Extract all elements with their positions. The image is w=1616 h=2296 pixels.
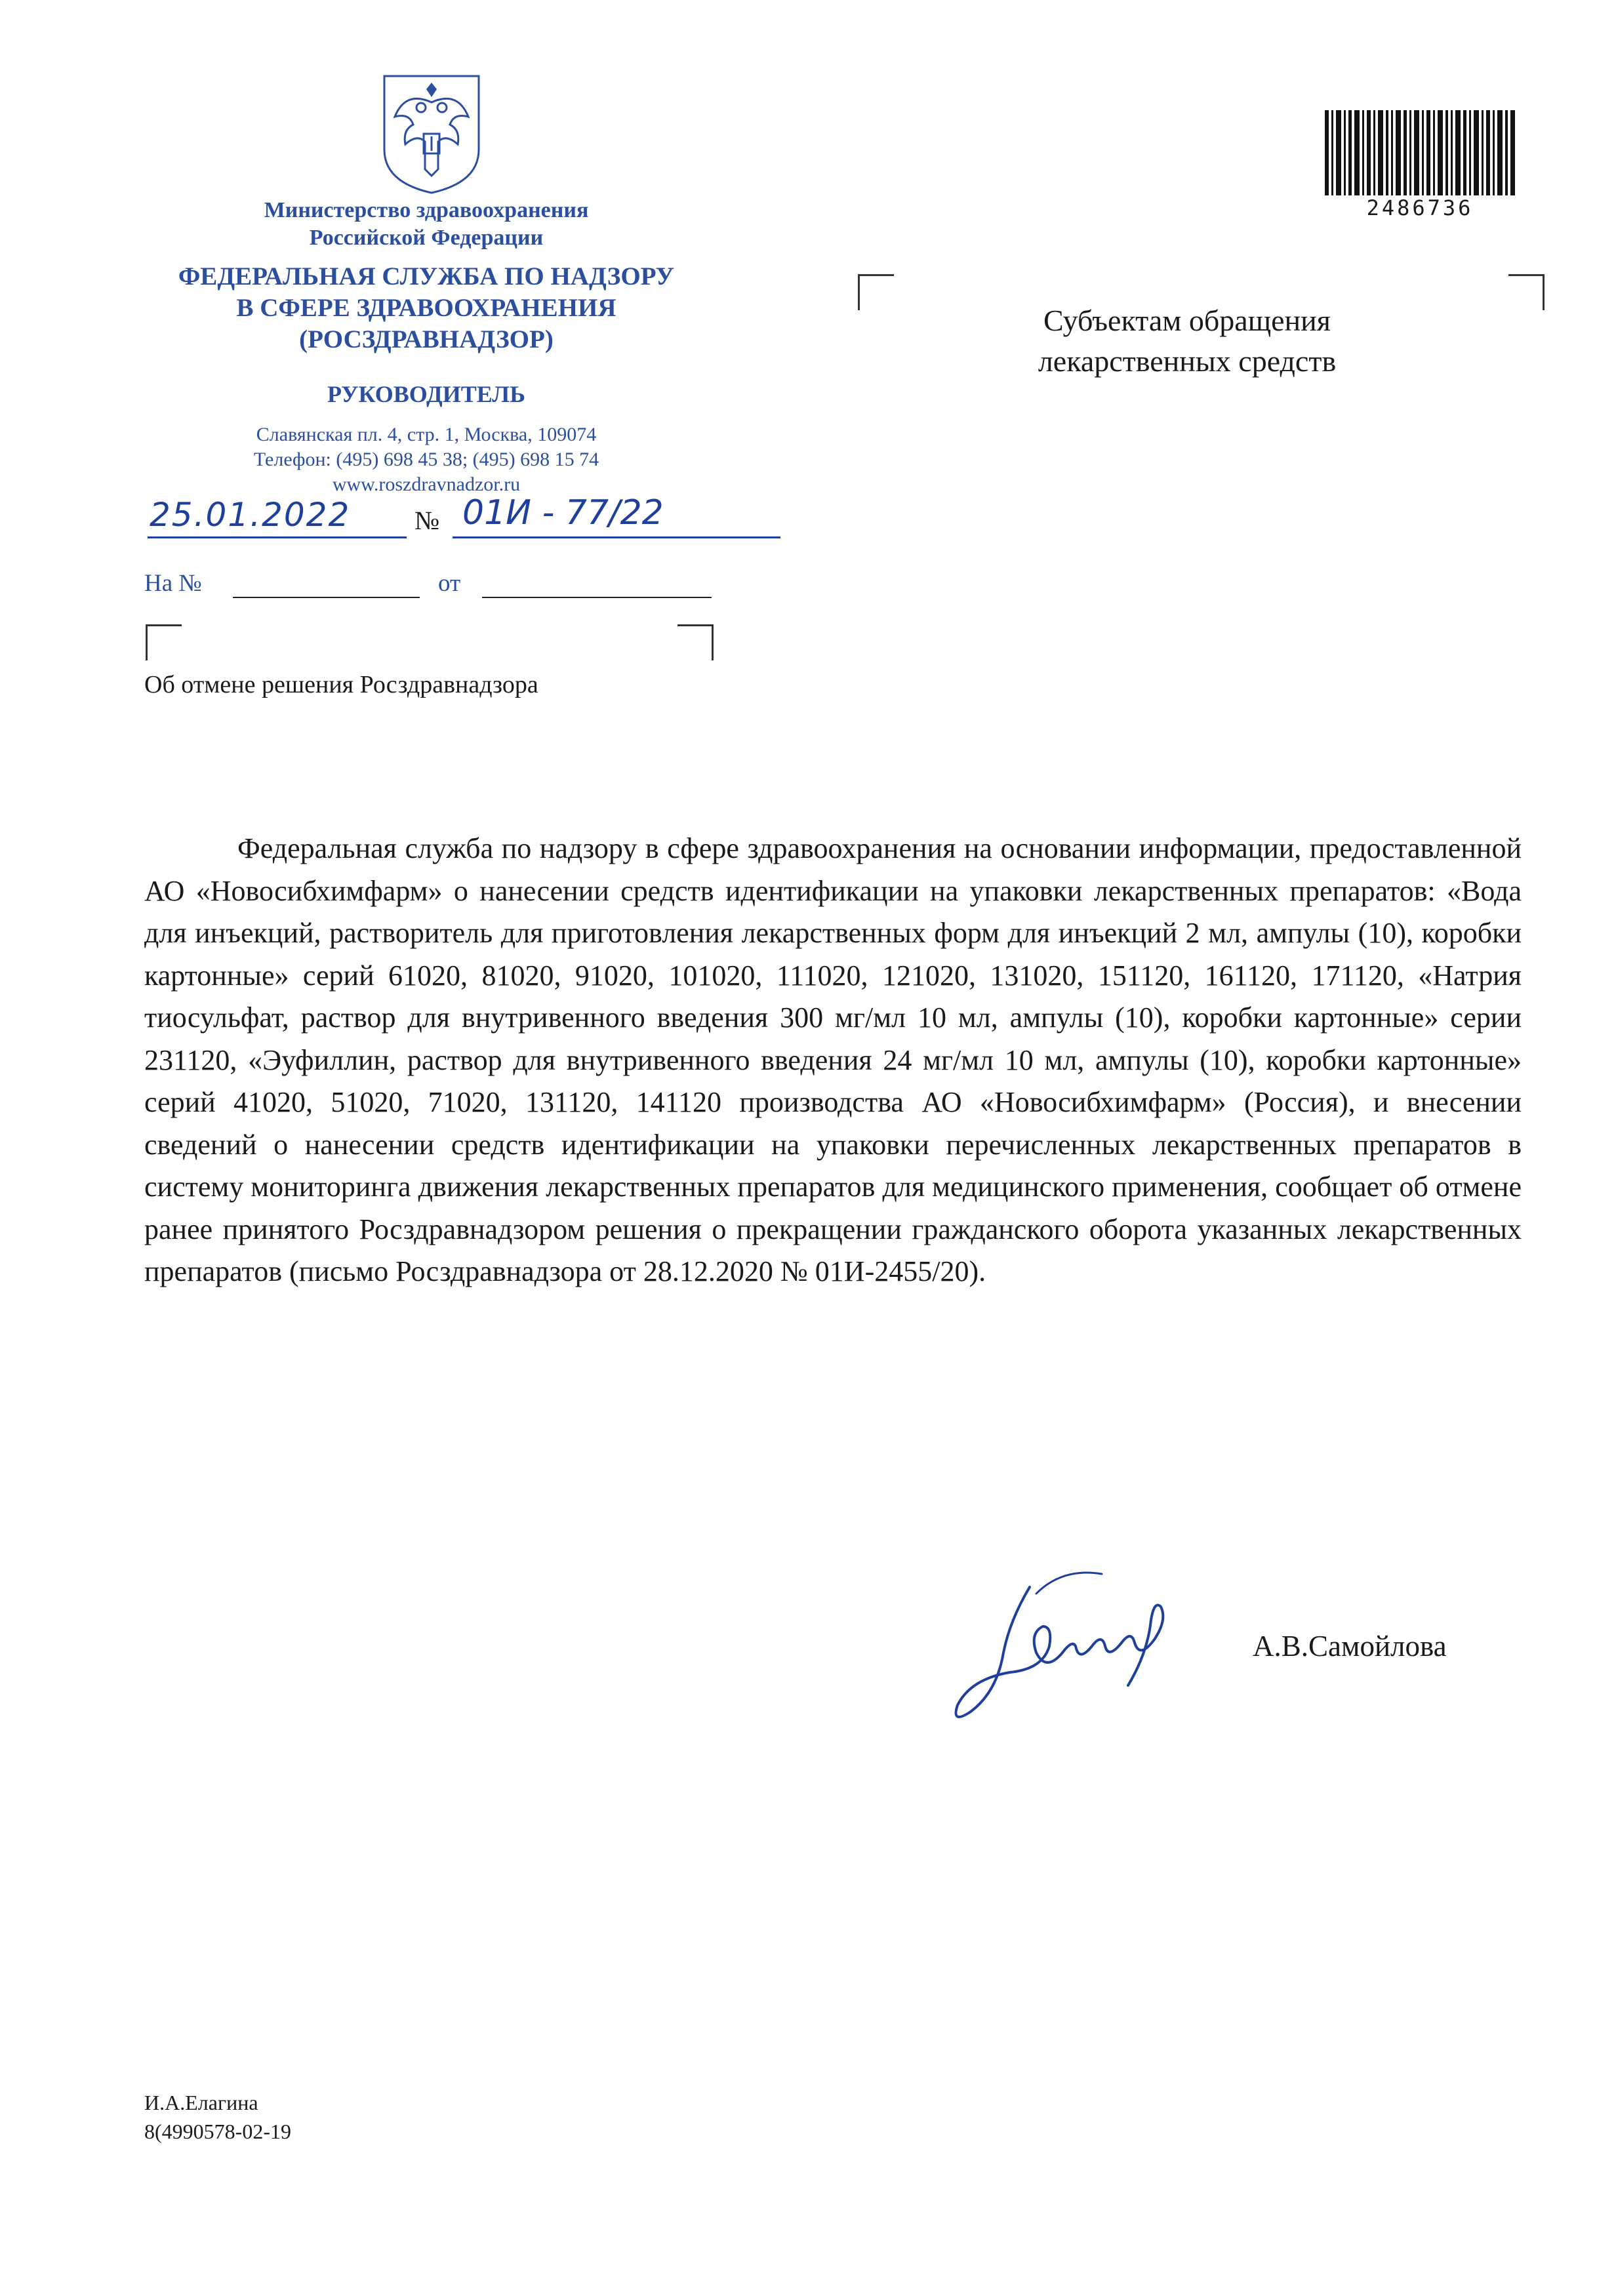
subject-line: Об отмене решения Росздравнадзора xyxy=(144,671,538,698)
addressee-corner-right xyxy=(1508,274,1545,310)
reference-date-field xyxy=(482,597,712,598)
reference-number-label: На № xyxy=(144,570,202,597)
handwritten-signature xyxy=(931,1548,1246,1738)
addressee-line-1: Субъектам обращения xyxy=(1043,304,1331,337)
service-line-2: В СФЕРЕ ЗДРАВООХРАНЕНИЯ xyxy=(236,294,616,322)
addressee-corner-left xyxy=(858,274,894,310)
number-sign: № xyxy=(414,506,440,535)
signer-name: А.В.Самойлова xyxy=(1253,1630,1447,1662)
service-name xyxy=(164,261,689,355)
service-line-1: ФЕДЕРАЛЬНАЯ СЛУЖБА ПО НАДЗОРУ xyxy=(178,262,675,291)
letter-body: Федеральная служба по надзору в сфере здравоохранения на основании информации, предоставленной АО «Новосибхимфарм» о нанесении средств идентификации на упаковки лекарственных препаратов: «Вода для инъекций, растворитель для приготовления лекарственных форм для инъекций 2 мл, ампулы (10), коробки картонные» серий 61020, 81020, 91020, 101020, 111020, 121020, 131020, 151120, 161120, 171120, «Натрия тиосульфат, раствор для внутривенного введения 300 мг/мл 10 мл, ампулы (10), коробки картонные» серии 231120, «Эуфиллин, раствор для внутривенного введения 24 мг/мл 10 мл, ампулы (10), коробки картонные» серий 41020, 51020, 71020, 131120, 141120 производства АО «Новосибхимфарм» (Россия), и внесении сведений о нанесении средств идентификации на упаковки перечисленных лекарственных препаратов в систему мониторинга движения лекарственных препаратов для медицинского применения, сообщает об отмене ранее принятого Росздравнадзором решения о прекращении гражданского оборота указанных лекарственных препаратов (письмо Росздравнадзора от 28.12.2020 № 01И-2455/20). xyxy=(144,832,1522,1287)
executor-phone: 8(4990578-02-19 xyxy=(144,2120,291,2143)
ministry-name xyxy=(164,197,689,252)
addressee xyxy=(958,300,1417,382)
reference-number-field xyxy=(233,597,420,598)
barcode xyxy=(1325,110,1515,195)
barcode-number: 2486736 xyxy=(1366,195,1474,220)
website-line: www.roszdravnadzor.ru xyxy=(332,473,521,495)
address-line: Славянская пл. 4, стр. 1, Москва, 109074 xyxy=(256,424,597,445)
subject-corner-left xyxy=(146,624,182,660)
registration-number: 01И - 77/22 xyxy=(462,493,664,533)
registration-date: 25.01.2022 xyxy=(150,496,351,534)
contact-block xyxy=(164,422,689,497)
subject-corner-right xyxy=(677,624,714,660)
service-line-3: (РОСЗДРАВНАДЗОР) xyxy=(299,325,554,353)
coat-of-arms-emblem xyxy=(379,71,484,195)
ministry-line-2: Российской Федерации xyxy=(309,226,544,250)
phone-line: Телефон: (495) 698 45 38; (495) 698 15 74 xyxy=(253,449,599,470)
addressee-line-2: лекарственных средств xyxy=(1038,344,1337,378)
ministry-line-1: Министерство здравоохранения xyxy=(264,198,589,222)
head-title: РУКОВОДИТЕЛЬ xyxy=(327,381,525,407)
number-underline xyxy=(453,536,780,538)
executor-name: И.А.Елагина xyxy=(144,2091,258,2114)
date-underline xyxy=(148,536,407,538)
reference-date-label: от xyxy=(438,570,461,597)
